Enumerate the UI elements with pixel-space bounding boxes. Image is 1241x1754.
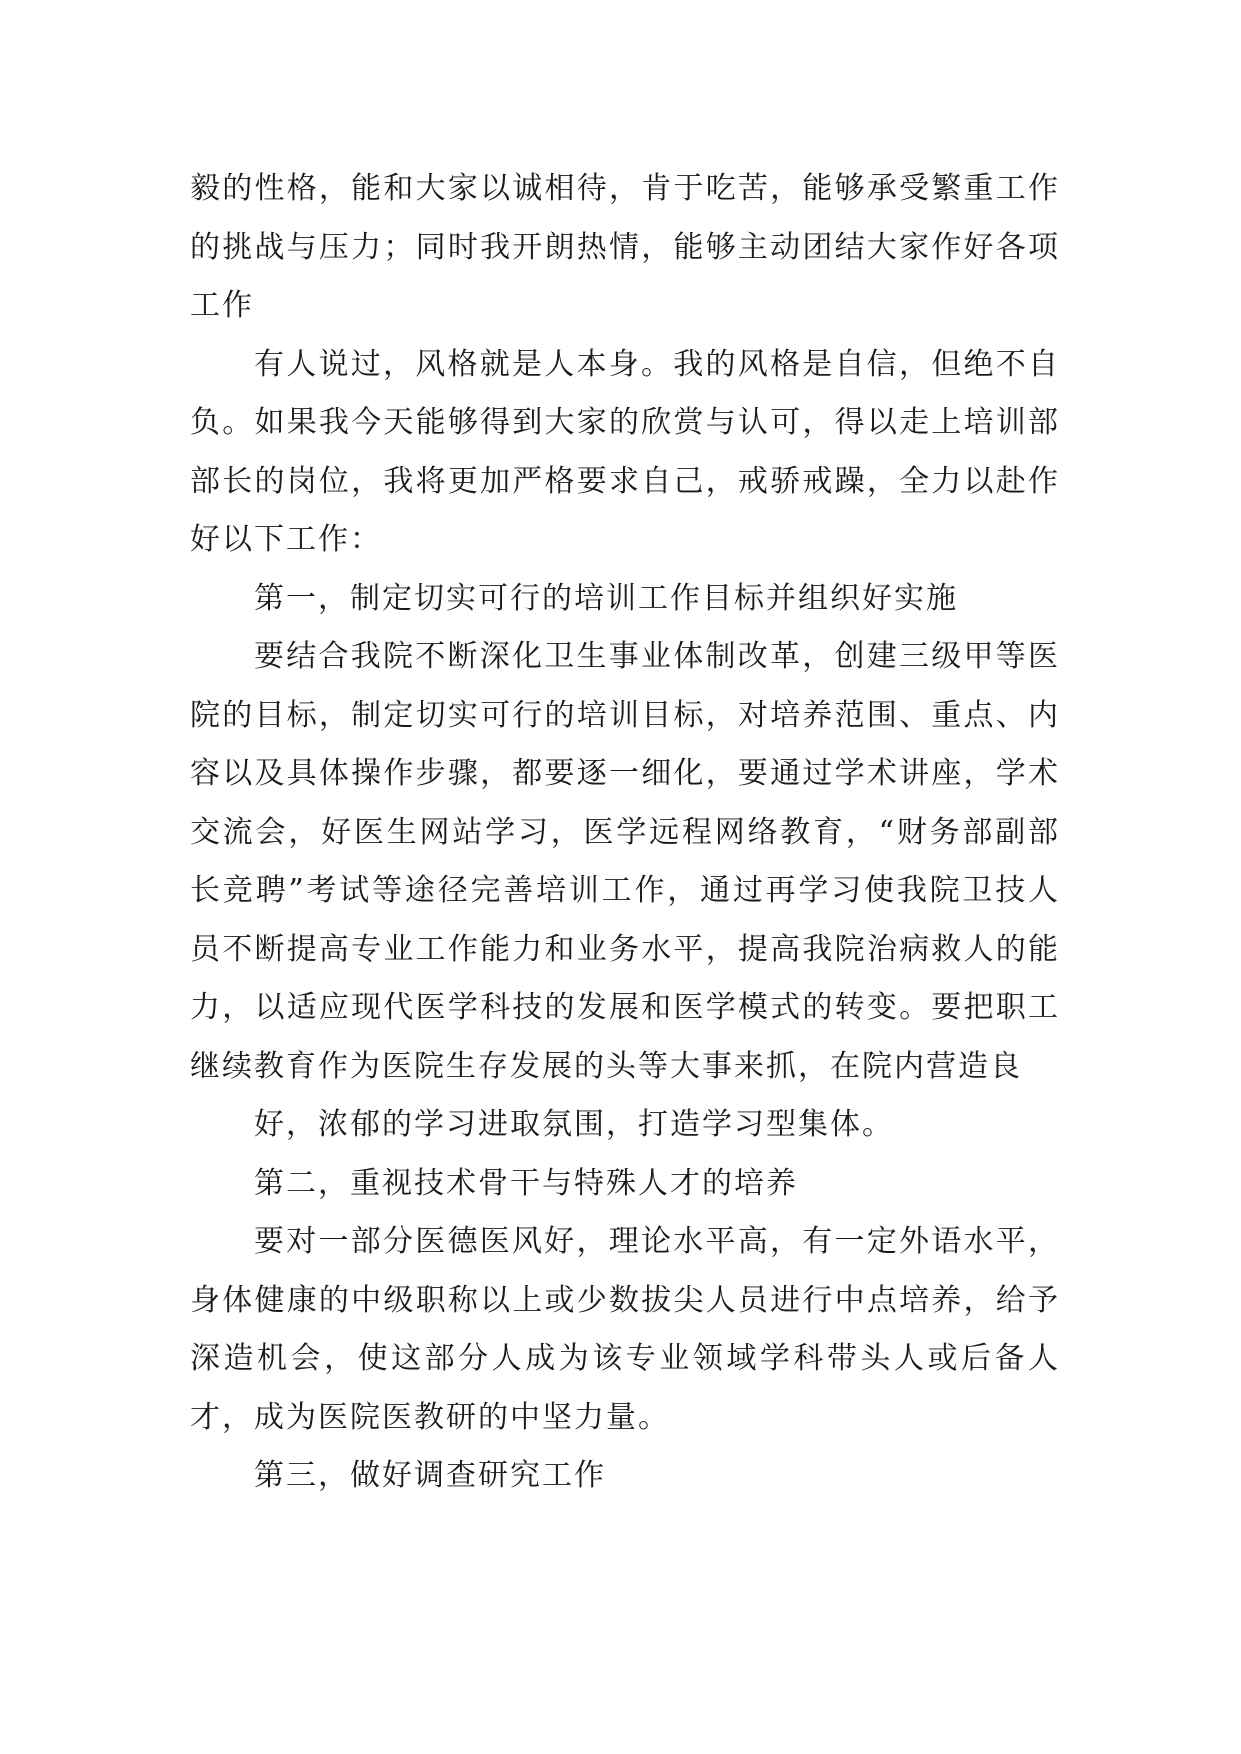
paragraph-training-goals: 要结合我院不断深化卫生事业体制改革，创建三级甲等医院的目标，制定切实可行的培训目标，对培养范围、重点、内容以及具体操作步骤，都要逐一细化，要通过学术讲座，学术交流会，好医生网站学习，医学远程网络教育，“财务部副部长竞聘”考试等途径完善培训工作，通过再学习使我院卫技人员不断提高专业工作能力和业务水平，提高我院治病救人的能力，以适应现代医学科技的发展和医学模式的转变。要把职工继续教育作为医院生存发展的头等大事来抓，在院内营造良: [190, 639, 1060, 1084]
paragraph-learning-atmosphere: 好，浓郁的学习进取氛围，打造学习型集体。: [254, 1107, 894, 1142]
paragraph-character-traits: 毅的性格，能和大家以诚相待，肯于吃苦，能够承受繁重工作的挑战与压力；同时我开朗热情，能够主动团结大家作好各项工作: [190, 171, 1060, 323]
document-body: [190, 160, 1060, 1506]
heading-first-point: 第一，制定切实可行的培训工作目标并组织好实施: [254, 580, 958, 616]
paragraph-personal-style: 有人说过，风格就是人本身。我的风格是自信，但绝不自负。如果我今天能够得到大家的欣赏与认可，得以走上培训部部长的岗位，我将更加严格要求自己，戒骄戒躁，全力以赴作好以下工作：: [190, 346, 1060, 557]
paragraph-talent-cultivation: 要对一部分医德医风好，理论水平高，有一定外语水平，身体健康的中级职称以上或少数拔尖人员进行中点培养，给予深造机会，使这部分人成为该专业领域学科带头人或后备人才，成为医院医教研的中坚力量。: [190, 1224, 1060, 1435]
heading-second-point: 第二，重视技术骨干与特殊人才的培养: [254, 1165, 798, 1201]
heading-third-point: 第三，做好调查研究工作: [254, 1458, 606, 1493]
